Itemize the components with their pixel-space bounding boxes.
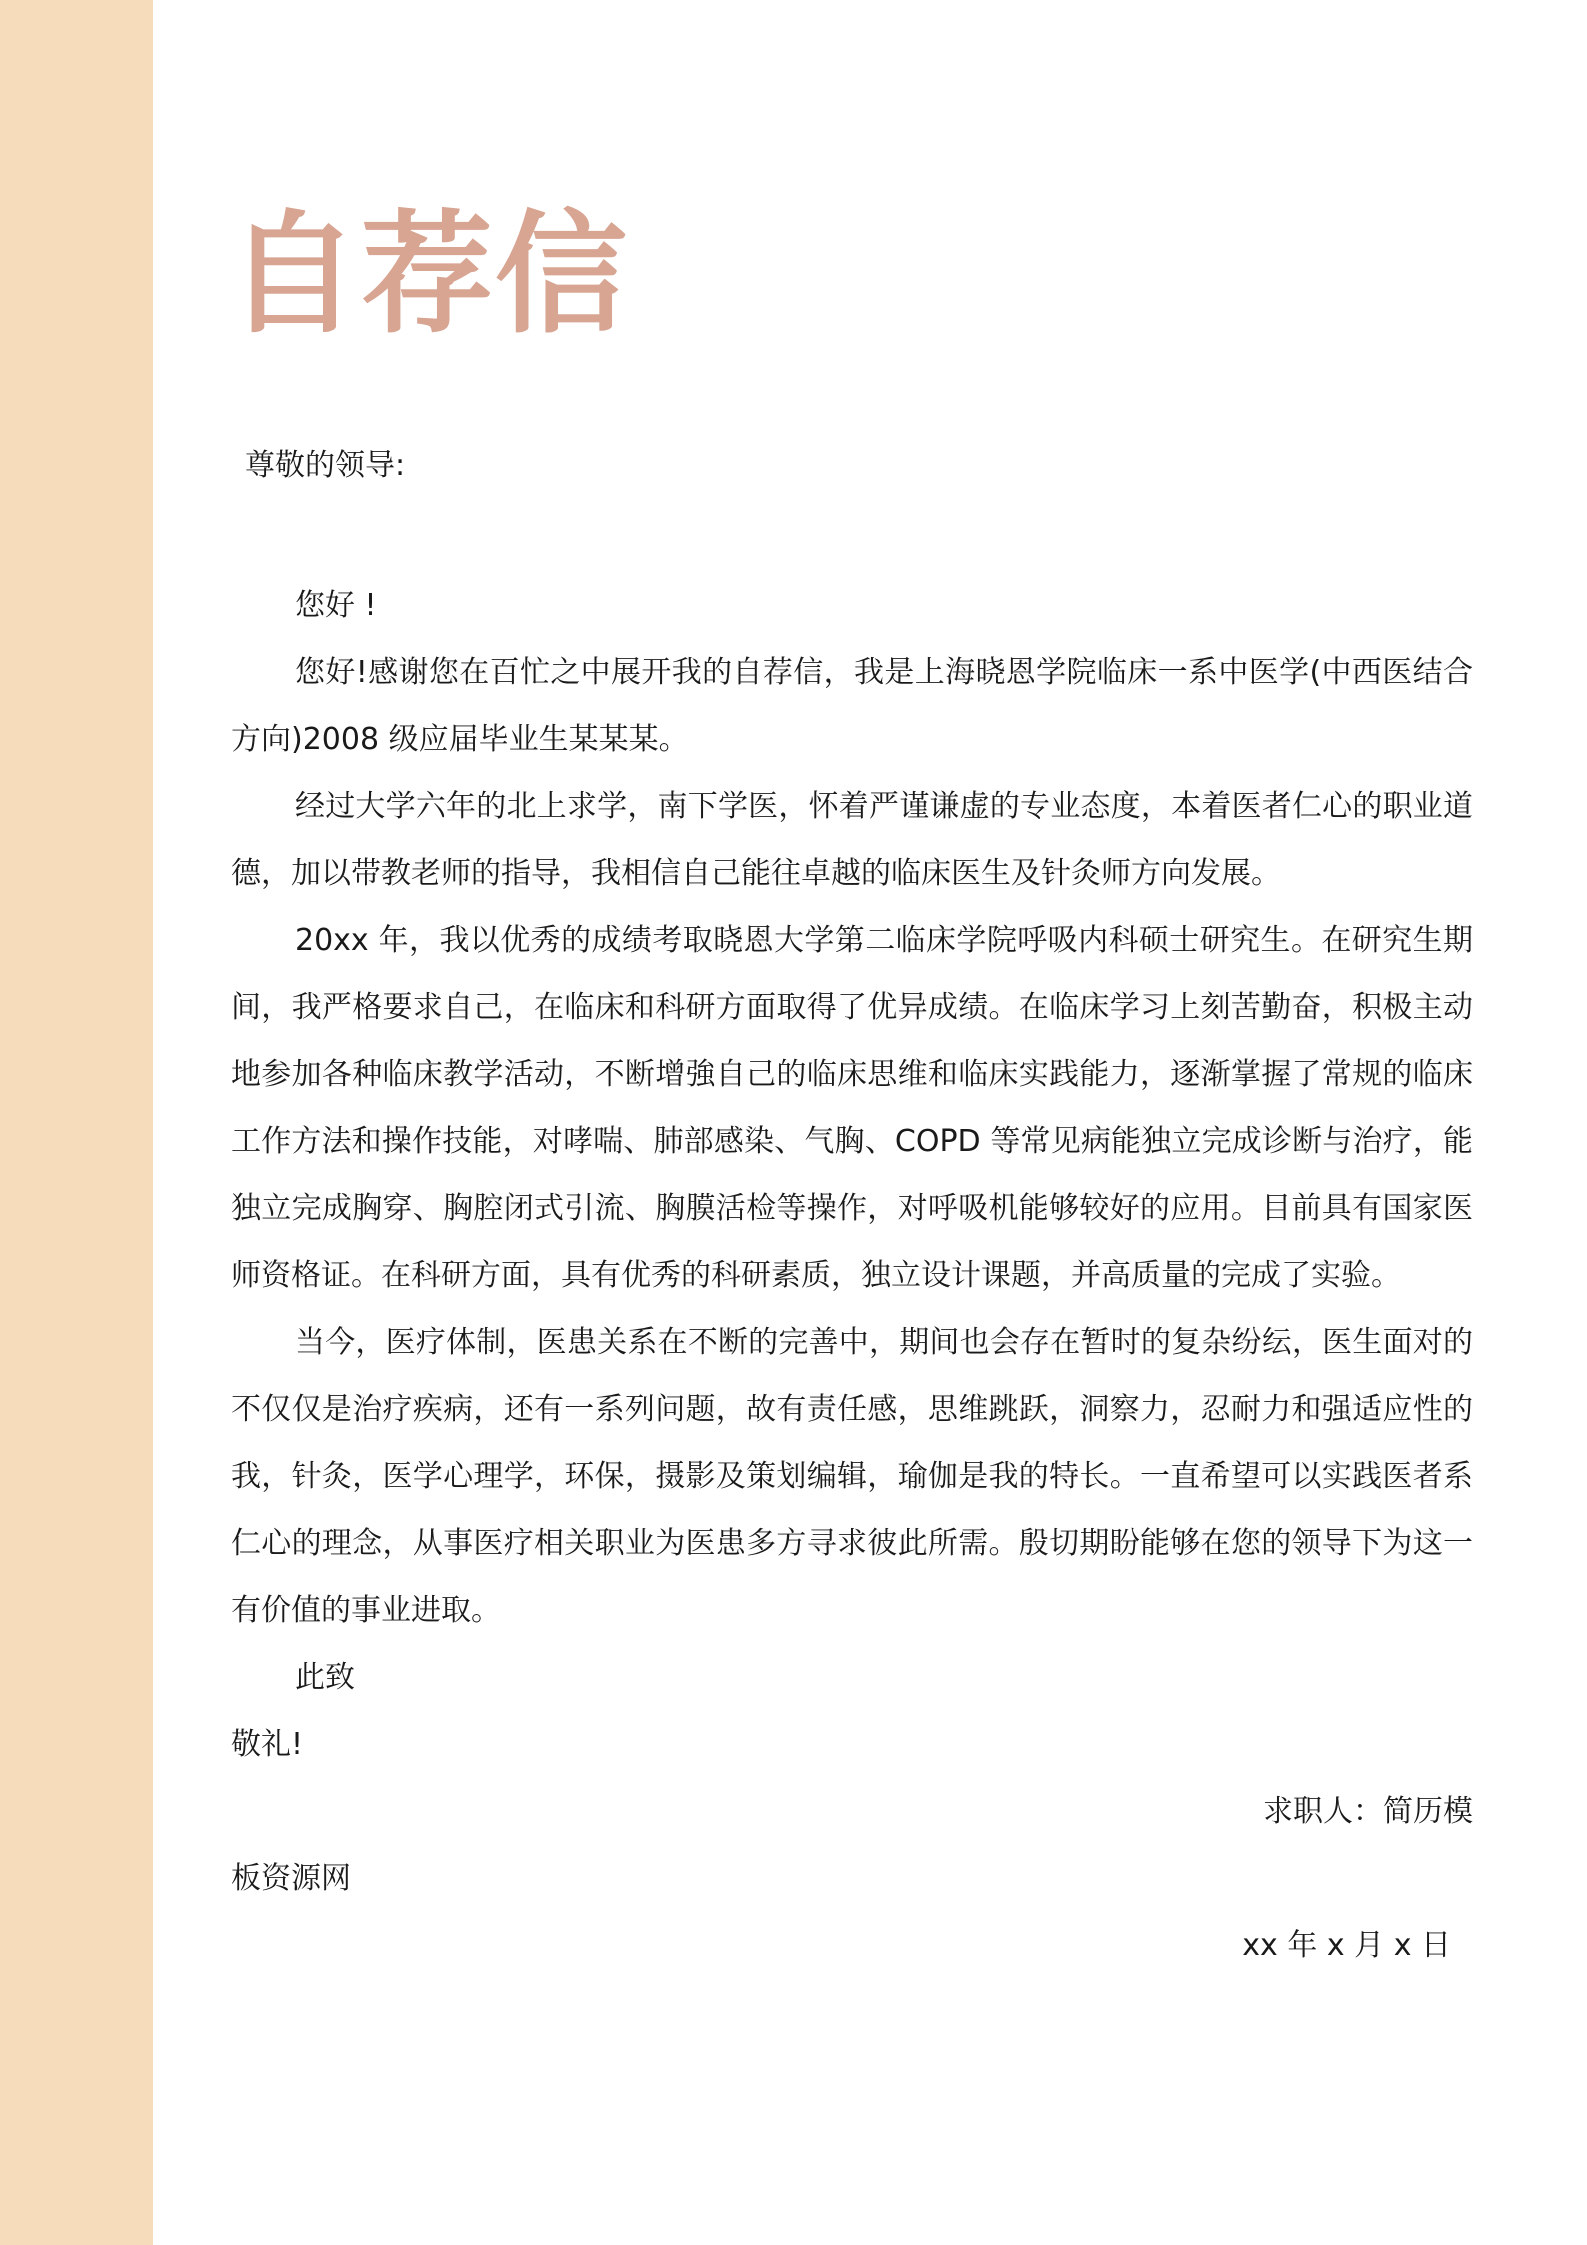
letter-body xyxy=(231,572,1473,1979)
signature-line: 求职人：简历模 xyxy=(1263,1794,1473,1829)
paragraph-intro: 您好!感谢您在百忙之中展开我的自荐信，我是上海晓恩学院临床一系中医学(中西医结合方向)2008 级应届毕业生某某某。 xyxy=(231,655,1473,757)
signature-continued: 板资源网 xyxy=(231,1861,351,1896)
closing-phrase: 此致 xyxy=(295,1660,355,1695)
paragraph-education: 经过大学六年的北上求学，南下学医，怀着严谨谦虚的专业态度，本着医者仁心的职业道德，加以带教老师的指导，我相信自己能往卓越的临床医生及针灸师方向发展。 xyxy=(231,789,1473,891)
salutation: 尊敬的领导: xyxy=(245,448,406,483)
paragraph-strengths: 当今，医疗体制，医患关系在不断的完善中，期间也会存在暂时的复杂纷纭，医生面对的不仅仅是治疗疾病，还有一系列问题，故有责任感，思维跳跃，洞察力，忍耐力和强适应性的我，针灸，医学心理学，环保，摄影及策划编辑，瑜伽是我的特长。一直希望可以实践医者系仁心的理念，从事医疗相关职业为医患多方寻求彼此所需。殷切期盼能够在您的领导下为这一有价值的事业进取。 xyxy=(231,1325,1473,1628)
paragraph-experience: 20xx 年，我以优秀的成绩考取晓恩大学第二临床学院呼吸内科硕士研究生。在研究生期间，我严格要求自己，在临床和科研方面取得了优异成绩。在临床学习上刻苦勤奋，积极主动地参加各种临床教学活动，不断增強自己的临床思维和临床实践能力，逐渐掌握了常规的临床工作方法和操作技能，对哮喘、肺部感染、气胸、COPD 等常见病能独立完成诊断与治疗，能独立完成胸穿、胸腔闭式引流、胸膜活检等操作，对呼吸机能够较好的应用。目前具有国家医师资格证。在科研方面，具有优秀的科研素质，独立设计课题，并高质量的完成了实验。 xyxy=(231,923,1473,1293)
page-title: 自荐信 xyxy=(227,198,629,352)
decorative-side-stripe xyxy=(0,0,153,2245)
greeting: 您好 ! xyxy=(295,588,377,623)
letter-date: xx 年 x 月 x 日 xyxy=(1242,1928,1451,1963)
regards: 敬礼! xyxy=(231,1727,304,1762)
